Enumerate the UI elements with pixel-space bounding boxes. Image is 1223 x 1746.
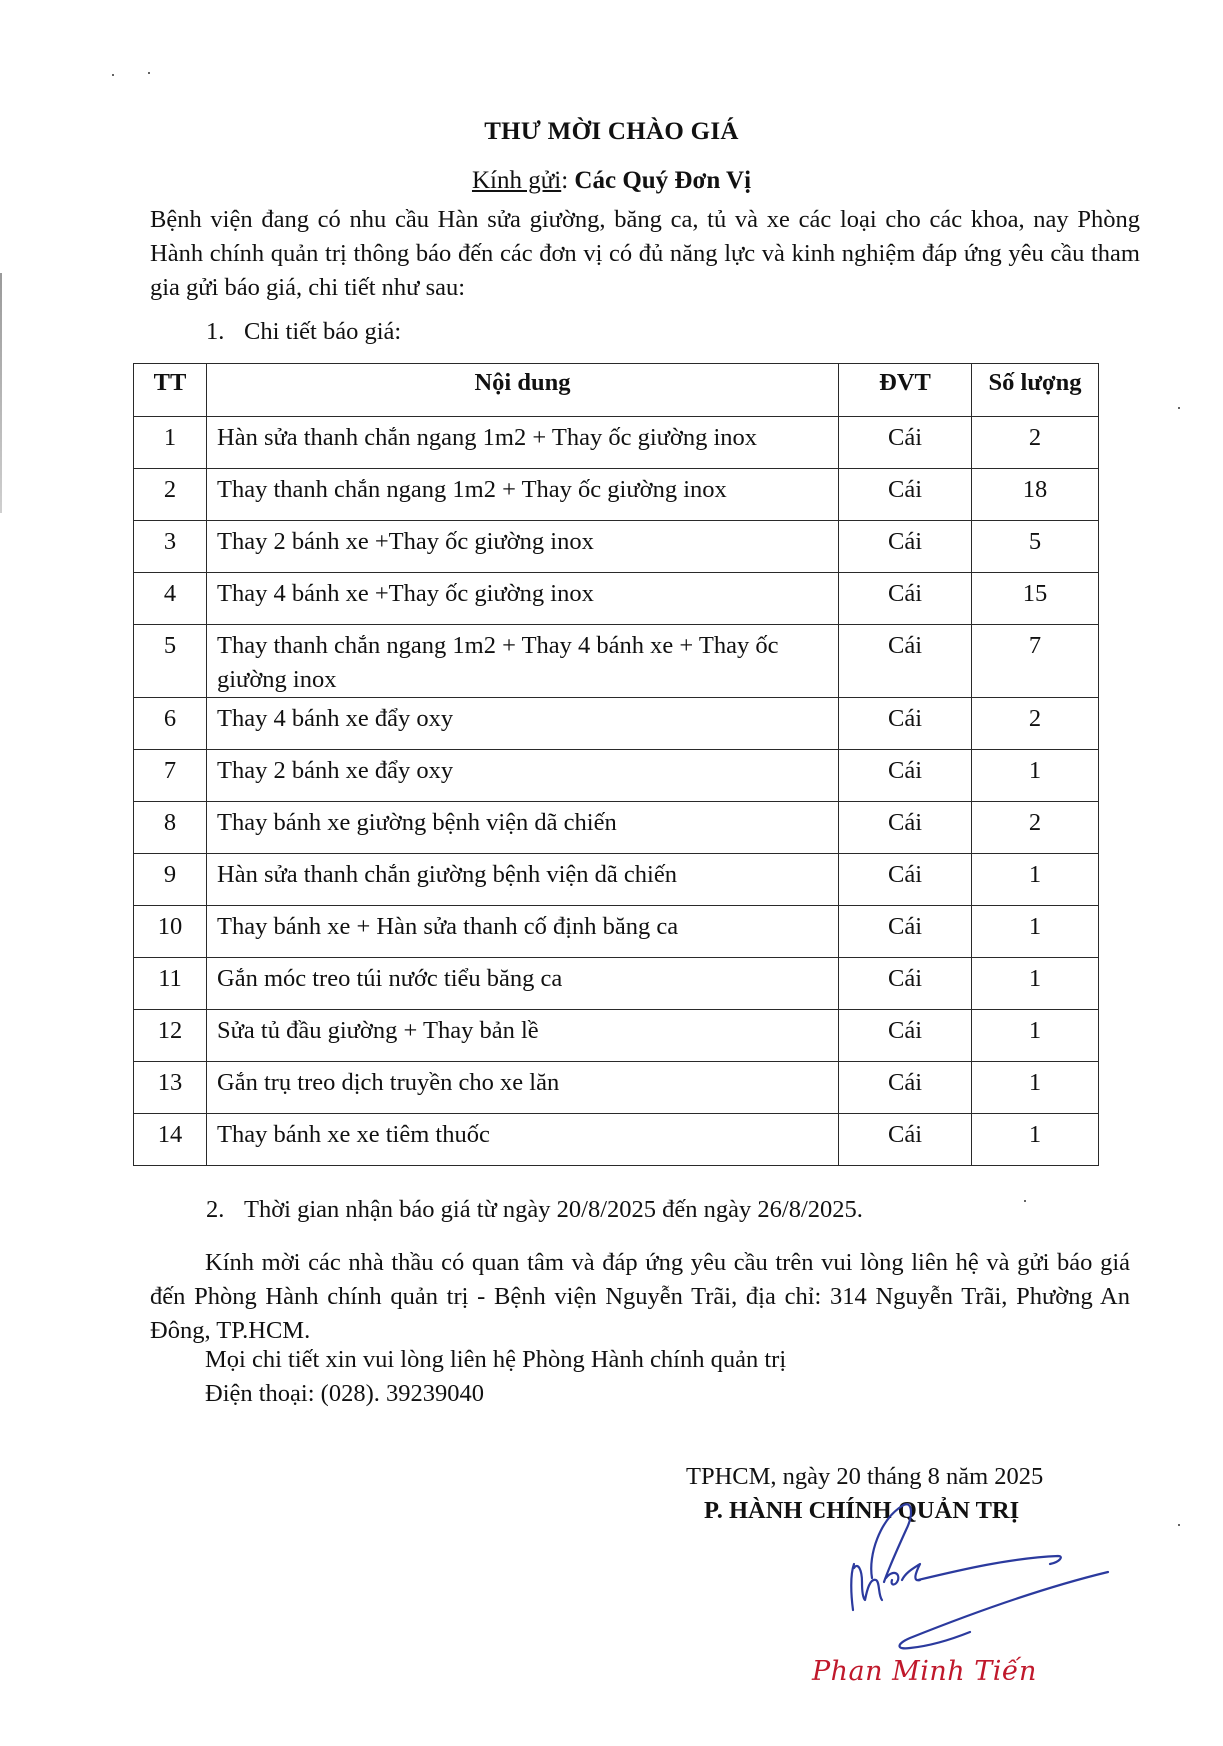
closing-paragraph: Kính mời các nhà thầu có quan tâm và đáp ứng yêu cầu trên vui lòng liên hệ và gửi báo giá đến Phòng Hành chính quản trị - Bệnh viện Nguyễn Trãi, địa chỉ: 314 Nguyễn Trãi, Phường An Đông, TP.HCM. xyxy=(150,1249,1130,1344)
section-1-label: Chi tiết báo giá: xyxy=(244,318,402,345)
table-row xyxy=(134,1062,1099,1114)
table-row xyxy=(134,802,1099,854)
row-number: 4 xyxy=(134,573,207,625)
header-tt: TT xyxy=(134,364,207,417)
row-description: Thay bánh xe + Hàn sửa thanh cố định băng ca xyxy=(207,906,839,958)
salutation-separator: : xyxy=(561,167,575,194)
scan-speck xyxy=(112,74,114,76)
row-unit: Cái xyxy=(839,802,972,854)
row-number: 13 xyxy=(134,1062,207,1114)
row-unit: Cái xyxy=(839,469,972,521)
section-2-label: Thời gian nhận báo giá từ ngày 20/8/2025 đến ngày 26/8/2025. xyxy=(244,1196,863,1223)
row-quantity: 1 xyxy=(972,906,1099,958)
table-row xyxy=(134,958,1099,1010)
table-row xyxy=(134,854,1099,906)
row-description: Gắn móc treo túi nước tiểu băng ca xyxy=(207,958,839,1010)
scan-speck xyxy=(1178,407,1180,409)
row-quantity: 1 xyxy=(972,1114,1099,1166)
row-quantity: 1 xyxy=(972,1062,1099,1114)
row-number: 6 xyxy=(134,698,207,750)
section-1-number: 1. xyxy=(206,318,225,345)
salutation-label: Kính gửi xyxy=(471,167,562,194)
section-1-heading xyxy=(206,318,401,346)
row-unit: Cái xyxy=(839,625,972,698)
row-quantity: 7 xyxy=(972,625,1099,698)
row-unit: Cái xyxy=(839,521,972,573)
row-unit: Cái xyxy=(839,1114,972,1166)
row-number: 14 xyxy=(134,1114,207,1166)
header-unit: ĐVT xyxy=(839,364,972,417)
handwritten-signature xyxy=(810,1500,1130,1670)
row-quantity: 2 xyxy=(972,802,1099,854)
row-quantity: 2 xyxy=(972,698,1099,750)
row-description: Thay 4 bánh xe +Thay ốc giường inox xyxy=(207,573,839,625)
table-header-row xyxy=(134,364,1099,417)
row-number: 7 xyxy=(134,750,207,802)
table-row xyxy=(134,625,1099,698)
intro-paragraph: Bệnh viện đang có nhu cầu Hàn sửa giường, băng ca, tủ và xe các loại cho các khoa, nay Phòng Hành chính quản trị thông báo đến các đơn vị có đủ năng lực và kinh nghiệm đáp ứng yêu cầu tham gia gửi báo giá, chi tiết như sau: xyxy=(150,206,1140,301)
row-number: 11 xyxy=(134,958,207,1010)
section-2-heading xyxy=(206,1196,863,1224)
row-unit: Cái xyxy=(839,417,972,469)
row-unit: Cái xyxy=(839,1010,972,1062)
row-unit: Cái xyxy=(839,1062,972,1114)
header-quantity: Số lượng xyxy=(972,364,1099,417)
table-row xyxy=(134,698,1099,750)
table-row xyxy=(134,906,1099,958)
row-description: Hàn sửa thanh chắn giường bệnh viện dã chiến xyxy=(207,854,839,906)
row-description: Thay 4 bánh xe đẩy oxy xyxy=(207,698,839,750)
table-row xyxy=(134,417,1099,469)
row-number: 10 xyxy=(134,906,207,958)
salutation-recipient: Các Quý Đơn Vị xyxy=(574,167,752,194)
document-title: THƯ MỜI CHÀO GIÁ xyxy=(484,118,739,145)
table-row xyxy=(134,1114,1099,1166)
table-row xyxy=(134,573,1099,625)
row-description: Thay 2 bánh xe +Thay ốc giường inox xyxy=(207,521,839,573)
scan-edge-artifact xyxy=(0,273,2,513)
row-description: Gắn trụ treo dịch truyền cho xe lăn xyxy=(207,1062,839,1114)
scan-speck xyxy=(1178,1524,1180,1526)
row-number: 9 xyxy=(134,854,207,906)
scan-speck xyxy=(148,72,150,74)
row-quantity: 5 xyxy=(972,521,1099,573)
row-number: 8 xyxy=(134,802,207,854)
table-row xyxy=(134,469,1099,521)
row-quantity: 18 xyxy=(972,469,1099,521)
row-description: Hàn sửa thanh chắn ngang 1m2 + Thay ốc giường inox xyxy=(207,417,839,469)
phone-number: Điện thoại: (028). 39239040 xyxy=(205,1380,484,1407)
row-number: 3 xyxy=(134,521,207,573)
row-description: Thay 2 bánh xe đẩy oxy xyxy=(207,750,839,802)
row-description: Thay thanh chắn ngang 1m2 + Thay ốc giường inox xyxy=(207,469,839,521)
table-row xyxy=(134,521,1099,573)
row-description: Thay bánh xe giường bệnh viện dã chiến xyxy=(207,802,839,854)
row-unit: Cái xyxy=(839,750,972,802)
row-description: Thay thanh chắn ngang 1m2 + Thay 4 bánh xe + Thay ốc giường inox xyxy=(207,625,839,698)
salutation xyxy=(0,167,1223,195)
row-number: 5 xyxy=(134,625,207,698)
date-line: TPHCM, ngày 20 tháng 8 năm 2025 xyxy=(686,1463,1044,1490)
section-2-number: 2. xyxy=(206,1196,225,1223)
row-unit: Cái xyxy=(839,573,972,625)
row-unit: Cái xyxy=(839,906,972,958)
row-description: Thay bánh xe xe tiêm thuốc xyxy=(207,1114,839,1166)
quotation-table xyxy=(133,363,1099,1166)
row-quantity: 1 xyxy=(972,750,1099,802)
row-unit: Cái xyxy=(839,698,972,750)
row-quantity: 1 xyxy=(972,1010,1099,1062)
row-quantity: 2 xyxy=(972,417,1099,469)
row-description: Sửa tủ đầu giường + Thay bản lề xyxy=(207,1010,839,1062)
signer-name: Phan Minh Tiến xyxy=(812,1656,1037,1687)
row-number: 1 xyxy=(134,417,207,469)
row-number: 12 xyxy=(134,1010,207,1062)
row-quantity: 15 xyxy=(972,573,1099,625)
row-unit: Cái xyxy=(839,854,972,906)
scan-speck xyxy=(1024,1200,1026,1202)
row-number: 2 xyxy=(134,469,207,521)
table-body xyxy=(134,417,1099,1166)
row-unit: Cái xyxy=(839,958,972,1010)
contact-note: Mọi chi tiết xin vui lòng liên hệ Phòng Hành chính quản trị xyxy=(205,1346,787,1373)
department-name: P. HÀNH CHÍNH QUẢN TRỊ xyxy=(704,1497,1020,1524)
row-quantity: 1 xyxy=(972,854,1099,906)
table-row xyxy=(134,750,1099,802)
table-row xyxy=(134,1010,1099,1062)
header-description: Nội dung xyxy=(207,364,839,417)
row-quantity: 1 xyxy=(972,958,1099,1010)
